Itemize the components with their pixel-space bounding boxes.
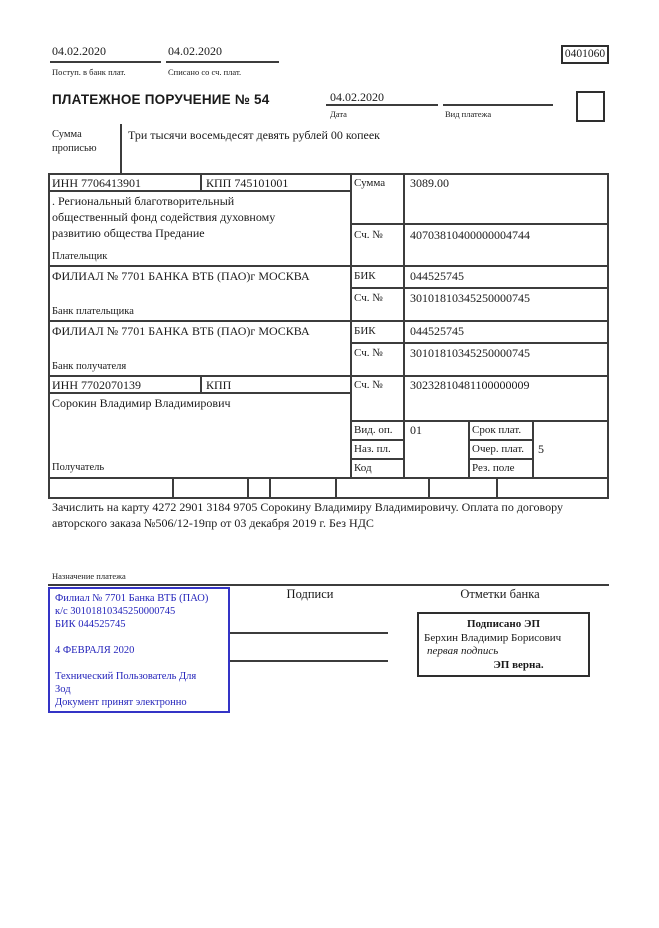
- purpose-line2: авторского заказа №506/12-19пр от 03 декабря 2019 г. Без НДС: [52, 516, 374, 530]
- inn2-kpp-divider: [200, 375, 202, 394]
- purpose-field-underline: [48, 584, 609, 586]
- ops-row1-divider-left: [350, 439, 405, 441]
- stamp-corr-account: к/с 30101810345250000745: [55, 606, 176, 617]
- esign-title: Подписано ЭП: [466, 618, 541, 630]
- payer-kpp: КПП 745101001: [206, 176, 289, 190]
- stamp-user-line2: Зод: [55, 684, 71, 695]
- payer-bank-name: ФИЛИАЛ № 7701 БАНКА ВТБ (ПАО)г МОСКВА: [52, 269, 310, 283]
- op-type-label: Вид. оп.: [354, 424, 393, 436]
- payer-name-line1: . Региональный благотворительный: [52, 194, 235, 208]
- tax-field-divider-1: [172, 477, 174, 499]
- left-label-column-divider: [350, 173, 352, 479]
- amount-words-label-line1: Сумма: [52, 129, 82, 140]
- table-border-top: [48, 173, 609, 175]
- signatures-heading: Подписи: [286, 587, 334, 601]
- payee-kpp-label: КПП: [206, 378, 232, 392]
- tax-field-divider-3: [269, 477, 271, 499]
- tax-field-divider-5: [428, 477, 430, 499]
- payer-bank-section-label: Банк плательщика: [52, 306, 134, 317]
- payer-bank-bik-value: 044525745: [410, 269, 464, 283]
- purpose-field-label: Назначение платежа: [52, 571, 126, 581]
- ops-row1-divider-right: [468, 439, 534, 441]
- purpose-line1: Зачислить на карту 4272 2901 3184 9705 Сорокину Владимиру Владимировичу. Оплата по договору: [52, 500, 563, 514]
- payee-name: Сорокин Владимир Владимирович: [52, 396, 231, 410]
- amount-value: 3089.00: [410, 176, 449, 190]
- esign-signer-name: Берхин Владимир Борисович: [424, 631, 562, 644]
- reserve-field-label: Рез. поле: [472, 462, 515, 474]
- payee-section-label: Получатель: [52, 462, 105, 473]
- ops-row2-divider-left: [350, 458, 405, 460]
- payer-account-value: 40703810400000004744: [410, 228, 530, 242]
- received-date-underline: [50, 61, 161, 63]
- payment-type-label: Вид платежа: [445, 109, 492, 119]
- payee-bank-account-label: Сч. №: [354, 347, 383, 359]
- purpose-code-label: Наз. пл.: [354, 443, 391, 455]
- payee-inn: ИНН 7702070139: [52, 378, 141, 392]
- stamp-bik: БИК 044525745: [55, 619, 126, 630]
- debited-from-account-date: 04.02.2020: [168, 44, 222, 58]
- code-label: Код: [354, 462, 372, 474]
- debited-from-account-label: Списано со сч. плат.: [168, 67, 242, 77]
- ops-block-top-border: [350, 420, 609, 422]
- priority-label: Очер. плат.: [472, 443, 525, 455]
- tax-fields-bottom-border: [48, 497, 609, 499]
- tax-field-divider-6: [496, 477, 498, 499]
- payer-bank-bik-label: БИК: [354, 270, 376, 282]
- amount-words-divider: [120, 124, 122, 173]
- esign-signature-note: первая подпись: [427, 645, 499, 657]
- inn-kpp-divider: [200, 173, 202, 192]
- payee-account-label: Сч. №: [354, 379, 383, 391]
- bank-marks-heading: Отметки банка: [460, 587, 540, 601]
- stamp-user-line1: Технический Пользователь Для: [55, 671, 197, 682]
- ops-label2-divider: [532, 420, 534, 479]
- payer-section-label: Плательщик: [52, 251, 108, 262]
- amount-in-words-value: Три тысячи восемьдесят девять рублей 00 копеек: [128, 128, 380, 142]
- table-border-right: [607, 173, 609, 499]
- bank-stamp: [48, 587, 230, 713]
- date-underline: [326, 104, 438, 106]
- esign-verified-note: ЭП верна.: [493, 658, 544, 671]
- form-code-box: [561, 45, 609, 64]
- amount-label: Сумма: [354, 177, 386, 189]
- ops-row2-divider-right: [468, 458, 534, 460]
- payee-bank-name: ФИЛИАЛ № 7701 БАНКА ВТБ (ПАО)г МОСКВА: [52, 324, 310, 338]
- stamp-bank-name: Филиал № 7701 Банка ВТБ (ПАО): [55, 593, 209, 604]
- payer-account-label: Сч. №: [354, 229, 383, 241]
- bik1-account-divider: [350, 287, 609, 289]
- date-label: Дата: [330, 109, 347, 119]
- label-value-column-divider: [403, 173, 405, 477]
- document-title: ПЛАТЕЖНОЕ ПОРУЧЕНИЕ № 54: [52, 92, 270, 107]
- esign-stamp: [417, 612, 590, 677]
- ops-value-divider: [468, 420, 470, 479]
- due-date-label: Срок плат.: [472, 424, 522, 436]
- payee-bank-bik-value: 044525745: [410, 324, 464, 338]
- banks-divider: [48, 320, 609, 322]
- signature-line-2: [230, 660, 388, 662]
- payer-inn: ИНН 7706413901: [52, 176, 141, 190]
- payer-name-line2: общественный фонд содействия духовному: [52, 210, 276, 224]
- payee-section-divider: [48, 375, 609, 377]
- priority-value: 5: [538, 442, 544, 456]
- payee-bank-account-value: 30101810345250000745: [410, 346, 530, 360]
- stamp-date: 4 ФЕВРАЛЯ 2020: [55, 645, 135, 656]
- payer-bank-account-value: 30101810345250000745: [410, 291, 530, 305]
- stamp-accepted-note: Документ принят электронно: [55, 697, 187, 708]
- bik2-account-divider: [350, 342, 609, 344]
- payee-bank-section-label: Банк получателя: [52, 361, 127, 372]
- tax-field-divider-4: [335, 477, 337, 499]
- payee-bank-bik-label: БИК: [354, 325, 376, 337]
- document-date: 04.02.2020: [330, 90, 384, 104]
- payment-type-checkbox: [576, 91, 605, 122]
- op-type-value: 01: [410, 423, 422, 437]
- table-border-left: [48, 173, 50, 499]
- signature-line-1: [230, 632, 388, 634]
- tax-field-divider-2: [247, 477, 249, 499]
- payee-account-value: 30232810481100000009: [410, 378, 530, 392]
- received-in-bank-label: Поступ. в банк плат.: [52, 67, 126, 77]
- amount-words-label-line2: прописью: [52, 143, 97, 154]
- table-border-bottom: [48, 477, 609, 479]
- form-code: 0401060: [564, 48, 606, 60]
- amount-account-divider: [350, 223, 609, 225]
- debited-date-underline: [166, 61, 279, 63]
- payer-bank-account-label: Сч. №: [354, 292, 383, 304]
- payer-bank-divider: [48, 265, 609, 267]
- payer-name-line3: развитию общества Предание: [52, 226, 205, 240]
- received-in-bank-date: 04.02.2020: [52, 44, 106, 58]
- payment-type-underline: [443, 104, 553, 106]
